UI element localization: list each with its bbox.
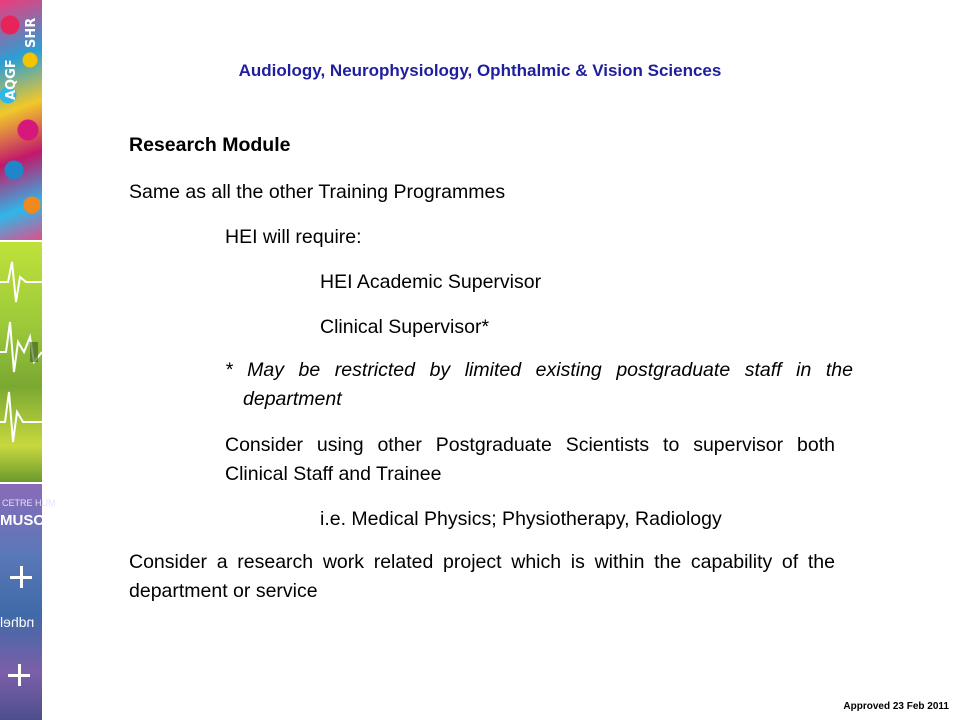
- requirement-item: HEI Academic Supervisor: [320, 271, 542, 293]
- intro-text: Same as all the other Training Programmes: [129, 181, 506, 203]
- consider-project-text: Consider a research work related project which is within the capability of the department or service: [129, 551, 835, 602]
- collage-text: ndhel: [0, 614, 35, 630]
- collage-text: MUSCLI: [0, 512, 58, 529]
- requirement-item: Clinical Supervisor*: [320, 316, 490, 338]
- approval-date: Approved 23 Feb 2011: [843, 701, 949, 712]
- examples-text: i.e. Medical Physics; Physiotherapy, Radiology: [320, 508, 722, 530]
- slide-title: Audiology, Neurophysiology, Ophthalmic & Vision Sciences: [238, 61, 722, 80]
- collage-text: CETRE HUM: [2, 498, 56, 508]
- requires-label: HEI will require:: [225, 226, 362, 248]
- section-heading: Research Module: [129, 134, 291, 156]
- footnote-text: * May be restricted by limited existing postgraduate staff in the department: [225, 359, 853, 410]
- consider-scientists-text: Consider using other Postgraduate Scientists to supervisor both Clinical Staff and Trainee: [225, 434, 835, 485]
- collage-text: AQGF: [4, 59, 19, 100]
- collage-text: SHR: [24, 17, 39, 48]
